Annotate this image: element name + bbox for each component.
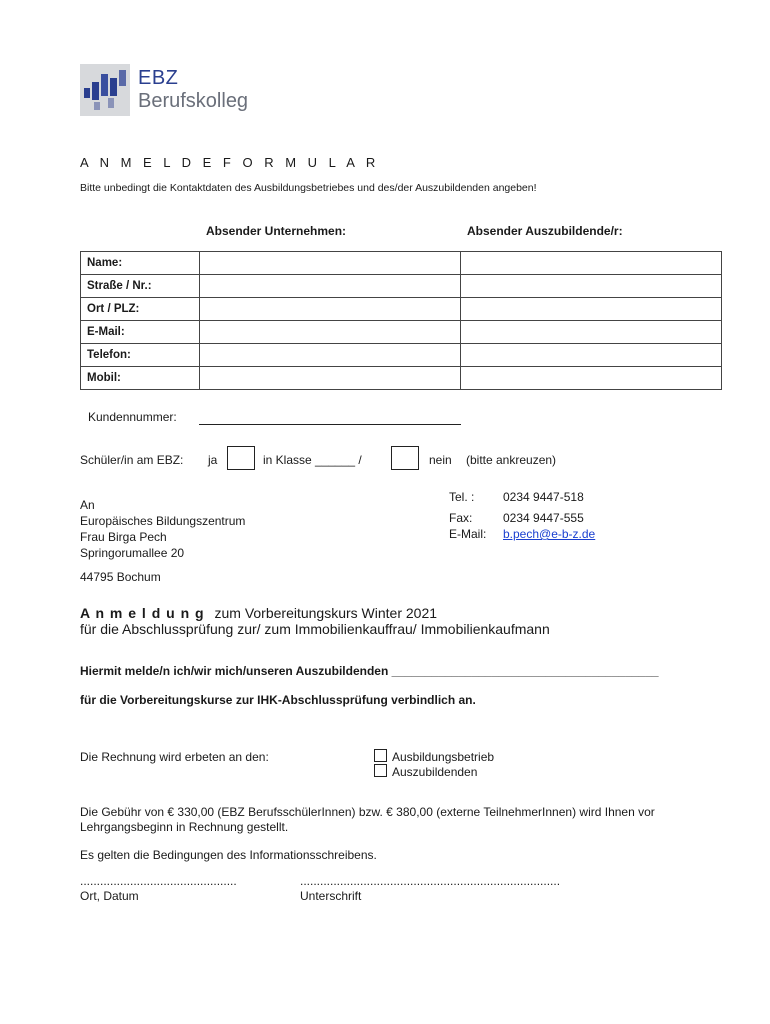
- address-line: Frau Birga Pech: [80, 530, 167, 544]
- company-field[interactable]: [200, 252, 461, 275]
- student-yes-label: ja: [208, 453, 218, 467]
- address-line: Europäisches Bildungszentrum: [80, 514, 246, 528]
- anmeldung-title: [80, 605, 437, 621]
- column-trainee: Absender Auszubildende/r:: [467, 224, 623, 238]
- contact-table: [80, 251, 722, 390]
- student-hint: (bitte ankreuzen): [466, 453, 557, 467]
- invoice-option-label: Ausbildungsbetrieb: [392, 750, 495, 764]
- place-date-dots[interactable]: ...............................................: [80, 874, 237, 888]
- intro-text: Bitte unbedingt die Kontaktdaten des Ausbildungsbetriebes und des/der Auszubildenden angeben!: [80, 182, 537, 194]
- logo-name: EBZ: [138, 67, 179, 89]
- invoice-option-trainee[interactable]: [374, 764, 477, 779]
- ebz-logo-icon: [80, 64, 130, 116]
- company-field[interactable]: [200, 298, 461, 321]
- column-company: Absender Unternehmen:: [206, 224, 347, 238]
- table-row: [81, 321, 722, 344]
- signature-dots[interactable]: ..............................................................................: [300, 874, 561, 888]
- place-date-label: Ort, Datum: [80, 889, 139, 903]
- recipient-address: [80, 497, 245, 561]
- anmeldung-rest: zum Vorbereitungskurs Winter 2021: [214, 605, 438, 621]
- kundennummer-label: Kundennummer:: [88, 410, 177, 424]
- row-label: Mobil:: [81, 367, 200, 390]
- invoice-company-checkbox[interactable]: [374, 749, 387, 762]
- trainee-field[interactable]: [461, 275, 722, 298]
- binding-statement: für die Vorbereitungskurse zur IHK-Abschlussprüfung verbindlich an.: [80, 693, 476, 707]
- student-yes-checkbox[interactable]: [227, 446, 255, 470]
- company-field[interactable]: [200, 275, 461, 298]
- table-row: [81, 298, 722, 321]
- trainee-field[interactable]: [461, 298, 722, 321]
- trainee-field[interactable]: [461, 321, 722, 344]
- table-row: [81, 252, 722, 275]
- company-field[interactable]: [200, 321, 461, 344]
- registration-statement: Hiermit melde/n ich/wir mich/unseren Auszubildenden ________________________________________: [80, 664, 659, 678]
- company-field[interactable]: [200, 367, 461, 390]
- mail-link[interactable]: b.pech@e-b-z.de: [503, 527, 596, 541]
- tel-value: 0234 9447-518: [503, 490, 584, 504]
- address-city: 44795 Bochum: [80, 570, 161, 584]
- fax-value: 0234 9447-555: [503, 511, 584, 525]
- invoice-option-label: Auszubildenden: [392, 765, 478, 779]
- trainee-field[interactable]: [461, 344, 722, 367]
- anmeldung-subtitle: für die Abschlussprüfung zur/ zum Immobilienkauffrau/ Immobilienkaufmann: [80, 621, 550, 637]
- kundennummer-line[interactable]: [199, 424, 461, 425]
- signature-label: Unterschrift: [300, 889, 362, 903]
- logo-subtitle: Berufskolleg: [138, 90, 249, 112]
- company-field[interactable]: [200, 344, 461, 367]
- form-title: A N M E L D E F O R M U L A R: [80, 155, 380, 170]
- anmeldung-spaced: A n m e l d u n g: [80, 605, 205, 621]
- address-line: An: [80, 498, 95, 512]
- student-label: Schüler/in am EBZ:: [80, 453, 184, 467]
- address-line: Springorumallee 20: [80, 546, 185, 560]
- trainee-field[interactable]: [461, 367, 722, 390]
- invoice-trainee-checkbox[interactable]: [374, 764, 387, 777]
- fee-text: Die Gebühr von € 330,00 (EBZ BerufsschülerInnen) bzw. € 380,00 (externe TeilnehmerInnen) wird Ihnen vor Lehrgangsbeginn in Rechnung gestellt.: [80, 805, 655, 834]
- tel-label: Tel. :: [449, 490, 475, 504]
- invoice-option-company[interactable]: [374, 749, 494, 764]
- conditions-text: Es gelten die Bedingungen des Informationsschreibens.: [80, 848, 377, 862]
- row-label: Straße / Nr.:: [81, 275, 200, 298]
- row-label: Telefon:: [81, 344, 200, 367]
- student-class-label: in Klasse ______ /: [263, 453, 362, 467]
- row-label: Ort / PLZ:: [81, 298, 200, 321]
- table-row: [81, 344, 722, 367]
- student-no-checkbox[interactable]: [391, 446, 419, 470]
- invoice-label: Die Rechnung wird erbeten an den:: [80, 750, 269, 764]
- table-row: [81, 367, 722, 390]
- fax-label: Fax:: [449, 511, 473, 525]
- row-label: Name:: [81, 252, 200, 275]
- ebz-logo: [80, 64, 280, 120]
- student-no-label: nein: [429, 453, 452, 467]
- row-label: E-Mail:: [81, 321, 200, 344]
- table-row: [81, 275, 722, 298]
- trainee-field[interactable]: [461, 252, 722, 275]
- mail-label: E-Mail:: [449, 527, 487, 541]
